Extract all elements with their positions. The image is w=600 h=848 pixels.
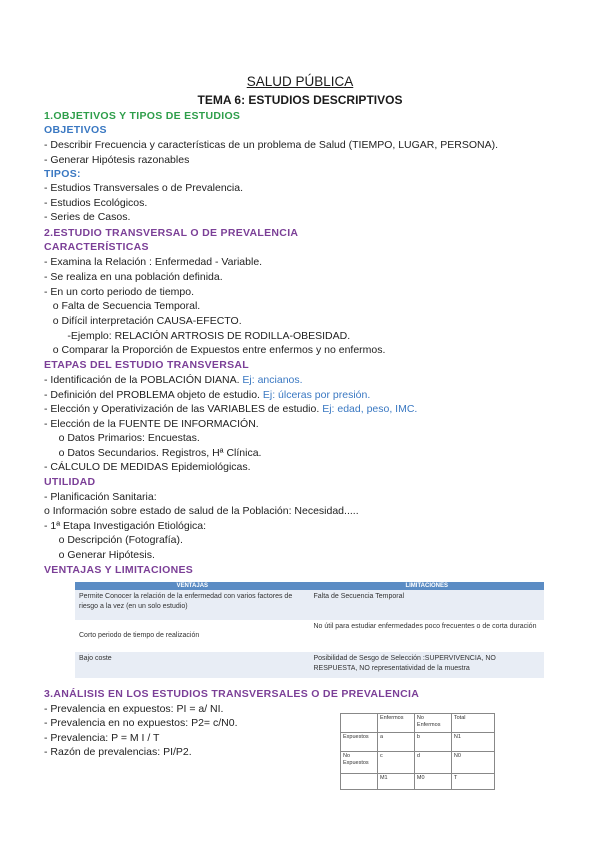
caracteristica-subitem: o Falta de Secuencia Temporal. xyxy=(44,300,201,312)
utilidad-item: - Planificación Sanitaria: xyxy=(44,491,157,503)
section-2-heading: 2.ESTUDIO TRANSVERSAL O DE PREVALENCIA xyxy=(44,227,299,239)
etapa-subitem xyxy=(44,447,261,459)
table-cell: Expuestos xyxy=(341,733,378,752)
objetivo-item: - Describir Frecuencia y características de un problema de Salud (TIEMPO, LUGAR, PERSONA). xyxy=(44,139,498,151)
etapa-text: o Datos Primarios: Encuestas. xyxy=(44,432,200,444)
table-cell xyxy=(341,774,378,790)
table-cell: N0 xyxy=(451,752,494,774)
table-cell: M0 xyxy=(414,774,451,790)
utilidad-subitem: o Descripción (Fotografía). xyxy=(44,534,183,546)
tipos-heading: TIPOS: xyxy=(44,168,81,180)
table-cell: Posibilidad de Sesgo de Selección :SUPERVIVENCIA, NO RESPUESTA, NO representatividad de la muestra xyxy=(310,652,545,678)
table-row xyxy=(75,652,544,678)
table-header: VENTAJAS xyxy=(75,582,310,590)
table-header: LIMITACIONES xyxy=(310,582,545,590)
document-title: SALUD PÚBLICA xyxy=(246,74,354,89)
objetivos-heading: OBJETIVOS xyxy=(44,124,107,136)
etapa-item xyxy=(44,374,303,386)
tipo-item: - Estudios Transversales o de Prevalencia. xyxy=(44,182,244,194)
table-row xyxy=(341,752,495,774)
etapa-example: Ej: ancianos. xyxy=(242,374,303,386)
table-cell: Enfermos xyxy=(377,714,414,733)
table-cell: a xyxy=(377,733,414,752)
analisis-item: - Prevalencia en expuestos: PI = a/ NI. xyxy=(44,703,224,715)
utilidad-item: o Información sobre estado de salud de la Población: Necesidad..... xyxy=(44,505,359,517)
etapa-text: - Elección y Operativización de las VARIABLES de estudio. xyxy=(44,403,323,415)
etapa-text: - CÁLCULO DE MEDIDAS Epidemiológicas. xyxy=(44,461,251,473)
table-cell: Falta de Secuencia Temporal xyxy=(310,590,545,620)
table-cell: T xyxy=(451,774,494,790)
table-cell: Permite Conocer la relación de la enfermedad con varios factores de riesgo a la vez (en un solo estudio) xyxy=(75,590,310,620)
etapa-example: Ej: edad, peso, IMC. xyxy=(322,403,418,415)
contingency-table xyxy=(340,713,495,790)
table-row xyxy=(341,774,495,790)
etapa-item xyxy=(44,389,370,401)
ventajas-heading: VENTAJAS Y LIMITACIONES xyxy=(44,564,194,576)
etapa-text: - Elección de la FUENTE DE INFORMACIÓN. xyxy=(44,418,259,430)
table-cell: Total xyxy=(451,714,494,733)
table-cell: No Expuestos xyxy=(341,752,378,774)
table-cell: d xyxy=(414,752,451,774)
ventajas-limitaciones-table xyxy=(75,582,544,678)
etapa-subitem xyxy=(44,432,200,444)
table-cell: b xyxy=(414,733,451,752)
caracteristica-item: - Se realiza en una población definida. xyxy=(44,271,223,283)
table-cell: Bajo coste xyxy=(75,652,310,678)
table-cell: No Enfermos xyxy=(414,714,451,733)
caracteristica-subitem: o Comparar la Proporción de Expuestos entre enfermos y no enfermos. xyxy=(44,344,386,356)
tipo-item: - Series de Casos. xyxy=(44,211,131,223)
tipo-item: - Estudios Ecológicos. xyxy=(44,197,148,209)
table-row xyxy=(341,733,495,752)
caracteristica-subitem: o Difícil interpretación CAUSA-EFECTO. xyxy=(44,315,242,327)
analisis-item: - Prevalencia: P = M I / T xyxy=(44,732,160,744)
table-cell: c xyxy=(377,752,414,774)
table-cell: M1 xyxy=(377,774,414,790)
table-row xyxy=(75,620,544,652)
utilidad-item: - 1ª Etapa Investigación Etiológica: xyxy=(44,520,207,532)
etapa-item xyxy=(44,461,251,473)
analisis-item: - Razón de prevalencias: PI/P2. xyxy=(44,746,192,758)
caracteristica-item: - Examina la Relación : Enfermedad - Variable. xyxy=(44,256,263,268)
etapa-item xyxy=(44,403,417,415)
table-row xyxy=(341,714,495,733)
table-cell xyxy=(341,714,378,733)
etapa-text: - Identificación de la POBLACIÓN DIANA. xyxy=(44,374,243,386)
etapa-text: - Definición del PROBLEMA objeto de estudio. xyxy=(44,389,263,401)
table-cell: Corto periodo de tiempo de realización xyxy=(75,620,310,652)
section-1-heading: 1.OBJETIVOS Y TIPOS DE ESTUDIOS xyxy=(44,110,241,122)
caracteristicas-heading: CARACTERÍSTICAS xyxy=(44,241,149,253)
table-cell: N1 xyxy=(451,733,494,752)
document-subtitle: TEMA 6: ESTUDIOS DESCRIPTIVOS xyxy=(197,93,403,107)
table-row xyxy=(75,590,544,620)
caracteristica-example: -Ejemplo: RELACIÓN ARTROSIS DE RODILLA-OBESIDAD. xyxy=(44,330,351,342)
analisis-item: - Prevalencia en no expuestos: P2= c/N0. xyxy=(44,717,238,729)
etapas-heading: ETAPAS DEL ESTUDIO TRANSVERSAL xyxy=(44,359,250,371)
etapa-text: o Datos Secundarios. Registros, Hª Clínica. xyxy=(44,447,262,459)
section-3-heading: 3.ANÁLISIS EN LOS ESTUDIOS TRANSVERSALES O DE PREVALENCIA xyxy=(44,688,420,700)
objetivo-item: - Generar Hipótesis razonables xyxy=(44,154,190,166)
caracteristica-item: - En un corto periodo de tiempo. xyxy=(44,286,195,298)
etapa-item xyxy=(44,418,259,430)
etapa-example: Ej: úlceras por presión. xyxy=(262,389,371,401)
table-cell: No útil para estudiar enfermedades poco frecuentes o de corta duración xyxy=(310,620,545,652)
utilidad-heading: UTILIDAD xyxy=(44,476,96,488)
utilidad-subitem: o Generar Hipótesis. xyxy=(44,549,155,561)
